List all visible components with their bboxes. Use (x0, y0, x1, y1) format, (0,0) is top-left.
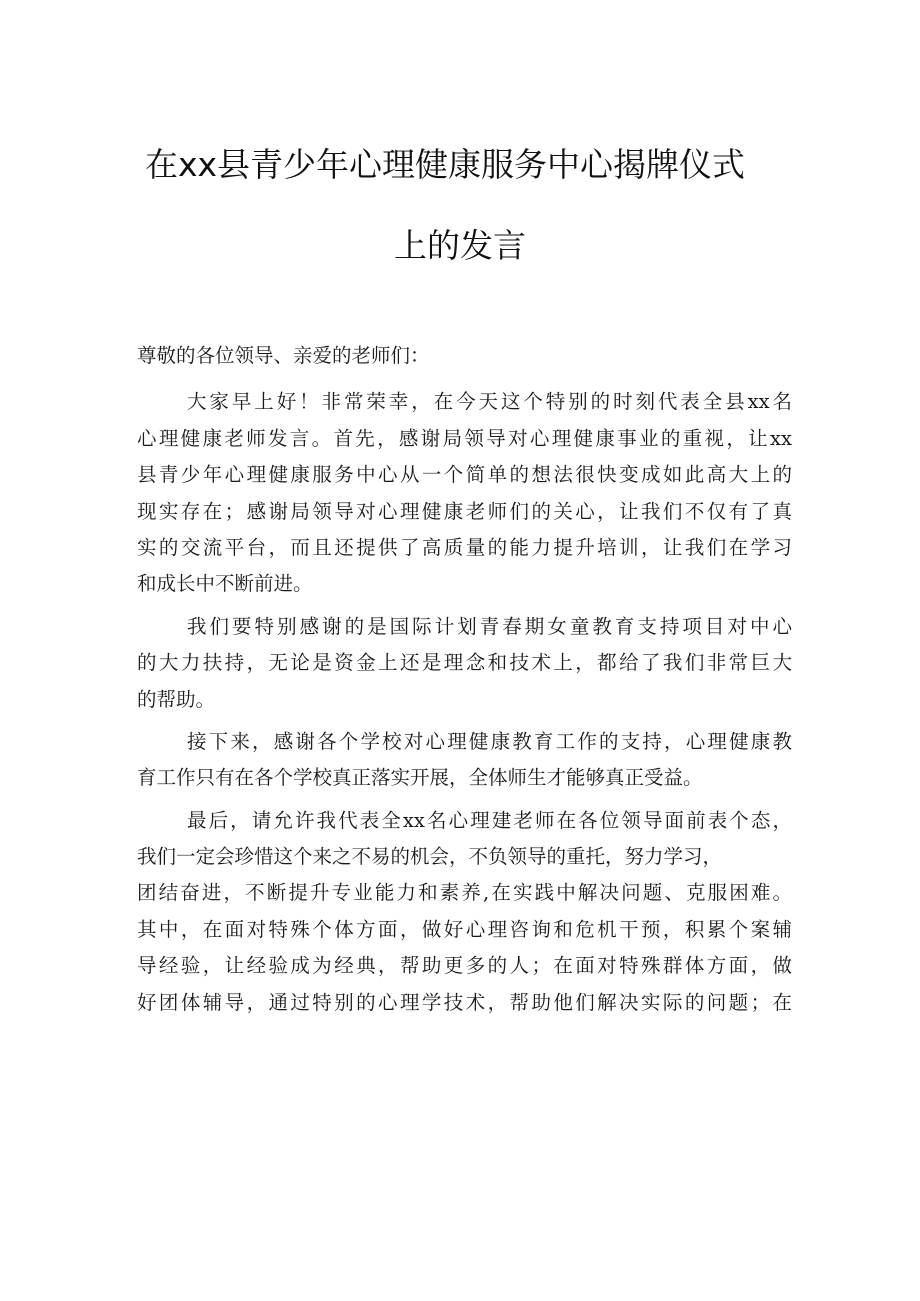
body-line: 现实存在；感谢局领导对心理健康老师们的关心，让我们不仅有了真 (137, 499, 792, 523)
body-line: 的帮助。 (137, 687, 216, 711)
body-line: 育工作只有在各个学校真正落实开展，全体师生才能够真正受益。 (137, 766, 703, 790)
document-body (137, 338, 792, 1021)
body-line: 好团体辅导，通过特别的心理学技术，帮助他们解决实际的问题；在 (137, 990, 792, 1014)
body-line: 县青少年心理健康服务中心从一个简单的想法很快变成如此高大上的 (137, 463, 792, 487)
document-title-line-1: 在xx县青少年心理健康服务中心揭牌仪式 (144, 145, 746, 184)
body-line: 其中，在面对特殊个体方面，做好心理咨询和危机干预，积累个案辅 (137, 917, 792, 941)
body-line: 和成长中不断前进。 (137, 572, 313, 596)
body-line: 我们要特别感谢的是国际计划青春期女童教育支持项目对中心 (187, 614, 792, 638)
body-line: 团结奋进，不断提升专业能力和素养,在实践中解决问题、克服困难。 (137, 881, 792, 905)
body-line: 大家早上好！非常荣幸，在今天这个特别的时刻代表全县xx名 (187, 390, 792, 414)
body-line: 导经验，让经验成为经典，帮助更多的人；在面对特殊群体方面，做 (137, 954, 792, 978)
body-line: 心理健康老师发言。首先，感谢局领导对心理健康事业的重视，让xx (137, 426, 792, 450)
body-line: 接下来，感谢各个学校对心理健康教育工作的支持，心理健康教 (187, 729, 792, 753)
salutation: 尊敬的各位领导、亲爱的老师们： (137, 344, 430, 367)
body-line: 我们一定会珍惜这个来之不易的机会，不负领导的重托，努力学习， (137, 845, 723, 869)
document-title-line-2: 上的发言 (394, 226, 526, 265)
body-line: 实的交流平台，而且还提供了高质量的能力提升培训，让我们在学习 (137, 535, 792, 559)
body-line: 的大力扶持，无论是资金上还是理念和技术上，都给了我们非常巨大 (137, 651, 792, 675)
body-line: 最后，请允许我代表全xx名心理建老师在各位领导面前表个态， (187, 808, 792, 832)
